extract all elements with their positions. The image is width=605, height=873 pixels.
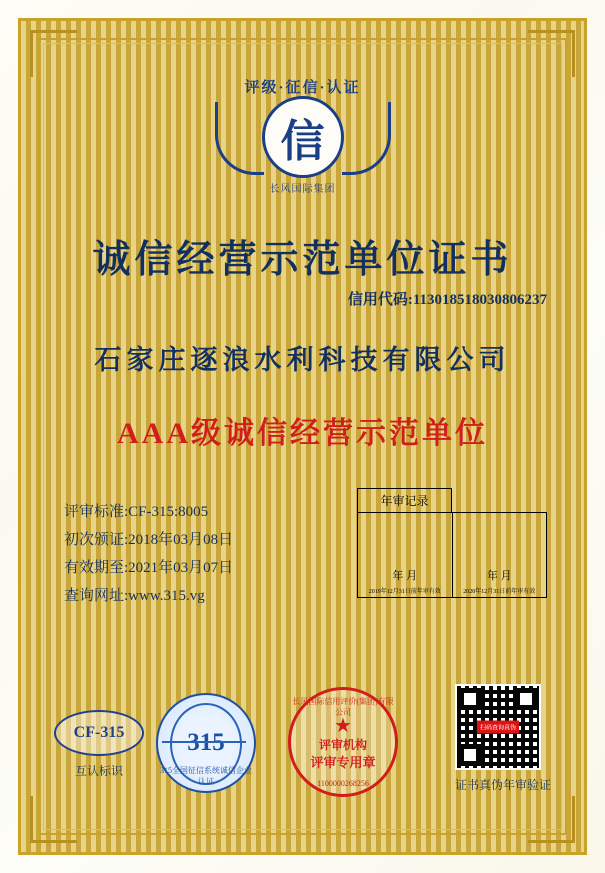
logo-bottom-text: 长风国际集团 xyxy=(269,184,336,195)
detail-valid-until: 有效期至:2021年03月07日 xyxy=(64,560,234,576)
globe-number: 315 xyxy=(187,729,225,756)
logo-center-char: 信 xyxy=(262,96,344,178)
certificate-title: 诚信经营示范单位证书 xyxy=(92,239,513,281)
annual-review-cell xyxy=(452,513,547,597)
annual-review-date-2: 年 月 xyxy=(486,570,512,582)
red-seal-code: 1100000268256 xyxy=(317,779,369,788)
qr-code-icon[interactable] xyxy=(455,684,541,770)
wheat-left-icon xyxy=(215,102,264,175)
detail-standard: 评审标准:CF-315:8005 xyxy=(64,504,209,520)
annual-review-title: 年审记录 xyxy=(357,488,452,512)
certificate-content xyxy=(48,48,557,825)
red-official-seal xyxy=(288,687,398,797)
qr-label: 证书真伪年审验证 xyxy=(454,778,551,792)
qr-center-tag: 扫码查询真伪 xyxy=(477,721,519,734)
detail-list xyxy=(64,498,233,610)
detail-first-issue: 初次颁证:2018年03月08日 xyxy=(64,532,234,548)
red-seal-line2: 评审专用章 xyxy=(310,755,376,770)
grade-text: AAA级诚信经营示范单位 xyxy=(117,417,488,450)
cf-315-label: 互认标识 xyxy=(74,764,123,778)
globe-seal xyxy=(156,693,256,793)
logo-top-text: 评级·征信·认证 xyxy=(244,80,361,96)
red-seal-circle xyxy=(288,687,398,797)
organization-logo xyxy=(193,58,413,208)
star-icon: ★ xyxy=(334,715,352,737)
annual-review-table xyxy=(357,488,547,598)
company-name: 石家庄逐浪水利科技有限公司 xyxy=(94,345,511,375)
red-seal-arc-text: 长风国际信用评价(集团)有限公司 xyxy=(292,697,394,717)
wheat-right-icon xyxy=(342,102,391,175)
globe-icon xyxy=(156,693,256,793)
cf-315-seal xyxy=(54,710,144,779)
qr-finder-top-left xyxy=(459,688,481,710)
seal-row xyxy=(48,675,557,815)
globe-ring-text: 315全国征信系统诚信企业认证 xyxy=(160,766,252,786)
annual-review-body xyxy=(357,512,547,598)
annual-review-note-2: 2020年12月31日前年审有效 xyxy=(463,589,536,595)
annual-review-cell xyxy=(358,513,452,597)
annual-review-note-1: 2019年12月31日前年审有效 xyxy=(368,589,441,595)
annual-review-date-1: 年 月 xyxy=(392,570,418,582)
qr-finder-bottom-left xyxy=(459,744,481,766)
qr-verification[interactable] xyxy=(455,684,551,793)
cf-315-oval: CF-315 xyxy=(54,710,144,756)
qr-finder-top-right xyxy=(515,688,537,710)
detail-website: 查询网址:www.315.vg xyxy=(64,588,205,604)
credit-code: 信用代码:113018518030806237 xyxy=(347,292,547,308)
red-seal-line1: 评审机构 xyxy=(318,738,367,752)
